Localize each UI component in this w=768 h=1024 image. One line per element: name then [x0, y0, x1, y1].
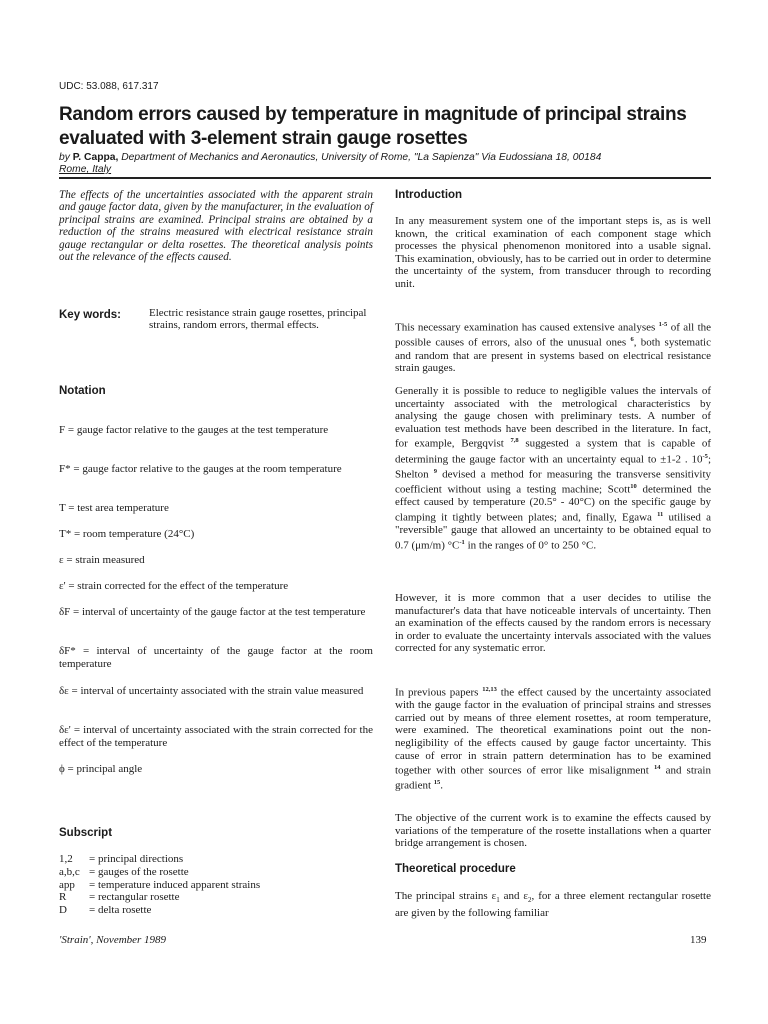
citation-ref: 9: [433, 467, 437, 475]
keywords-label: Key words:: [59, 309, 121, 321]
byline-by: by: [59, 152, 70, 163]
notation-heading: Notation: [59, 385, 106, 397]
citation-ref: 1-5: [658, 321, 668, 328]
subscript-symbol: R: [59, 891, 67, 904]
exponent: -1: [459, 538, 465, 546]
intro-paragraph-2: This necessary examination has caused extensive analyses $^{1-5}$ of all the possible causes of errors, also of the unusual ones $^6$, both systematic and random that are present in systems based on electrical resistance strain gauges.: [395, 321, 712, 375]
paper-title: [59, 103, 719, 151]
intro-paragraph-6: The objective of the current work is to examine the effects caused by variations of the temperature of the rosette installations when a quarter bridge arrangement is chosen.: [395, 812, 711, 850]
subscript-heading: Subscript: [59, 827, 113, 839]
subscript-row: [59, 879, 260, 892]
title-line-2: evaluated with 3-element strain gauge rosettes: [59, 128, 468, 149]
abstract: The effects of the uncertainties associated with the apparent strain and gauge factor data, given by the manufacturer, in the evaluation of principal strains are examined. Principal strains are obtained by a reduction of the strains measured with electrical resistance strain gauge rectangular or delta rosettes. The theoretical analysis points out the relevance of the effects caused.: [59, 189, 373, 264]
page-number: 139: [690, 934, 707, 946]
title-line-1: Random errors caused by temperature in magnitude of principal strains: [59, 104, 687, 125]
exponent: -5: [702, 452, 708, 460]
citation-ref: 14: [653, 764, 661, 772]
citation-ref: 12,13: [482, 686, 497, 693]
subscript-symbol: 1,2: [59, 853, 73, 865]
citation-ref: 10: [630, 483, 637, 491]
keywords-text: Electric resistance strain gauge rosettes, principal strains, random errors, thermal effects.: [149, 307, 367, 332]
notation-item: ε = strain measured: [59, 554, 145, 566]
intro-paragraph-3: Generally it is possible to reduce to negligible values the intervals of uncertainty associated with the metrological characteristics by analysing the gauge chosen with preliminary tests. A number of evaluation test methods have been described in the literature. In fact, for example, Bergqvist $^{7,8}$ suggested a system that is capable of determining the gauge factor with an uncertainty equal to ±1-2 . $10^{-5}$; Shelton $^9$ devised a method for measuring the transverse sensitivity coefficient without using a testing machine; Scott$^{10}$ determined the effect caused by temperature (20.5° - 40°C) on the specific gauge by clamping it tightly between plates; and, finally, Egawa $^{11}$ utilised a "reversible" gauge that allowed an uncertainty to be obtained equal to 0.7 (μm/m) $^\circ C^{-1}$ in the ranges of 0° to 250 °C.: [395, 385, 712, 552]
notation-item: δε = interval of uncertainty associated with the strain value measured: [59, 685, 364, 697]
author-affiliation: Department of Mechanics and Aeronautics, University of Rome, "La Sapienza" Via Eudossiana 18, 00184: [121, 152, 602, 163]
notation-item: T* = room temperature (24°C): [59, 528, 195, 540]
notation-item: T = test area temperature: [59, 502, 169, 514]
subscript-meaning: = principal directions: [89, 853, 184, 865]
notation-item: δF* = interval of uncertainty of the gauge factor at the room temperature: [59, 645, 373, 670]
subscript-list: [59, 853, 260, 917]
subscript-meaning: = temperature induced apparent strains: [89, 878, 261, 891]
header-rule: [59, 177, 711, 179]
subscript-meaning: = rectangular rosette: [89, 891, 180, 904]
subscript-symbol: D: [59, 904, 67, 917]
footer-journal: 'Strain', November 1989: [59, 934, 167, 946]
subscript-symbol: app: [59, 878, 75, 891]
notation-item: δε' = interval of uncertainty associated with the strain corrected for the effect of the temperature: [59, 724, 373, 749]
citation-ref: 7,8: [510, 437, 519, 445]
intro-paragraph-5: In previous papers $^{12,13}$ the effect caused by the uncertainty associated with the gauge factor in the evaluation of principal strains and stresses carried out by means of three element rosettes, at room temperature, were examined. The theoretical examinations point out the non-negligibility of the effects caused by gauge factor uncertainty. This cause of error in strain pattern determination has to be examined together with other sources of error like misalignment $^{14}$ and strain gradient $^{15}$.: [395, 686, 711, 793]
subscript-row: [59, 866, 260, 879]
subscript-row: [59, 891, 260, 904]
citation-ref: 11: [657, 510, 664, 518]
subscript-row: [59, 853, 260, 866]
subscript-meaning: = gauges of the rosette: [89, 865, 189, 878]
subscript-symbol: a,b,c: [59, 865, 80, 878]
intro-paragraph-1: In any measurement system one of the important steps is, as is well known, the critical examination of each component stage which processes the physical phenomenon monitored into a usable signal. This examination, obviously, has to be carried out in order to determine the uncertainty of the system, from transducer through to recording unit.: [395, 215, 711, 290]
introduction-heading: Introduction: [395, 189, 463, 201]
citation-ref: 15: [433, 779, 441, 787]
udc-code: UDC: 53.088, 617.317: [59, 81, 159, 92]
notation-item: ε' = strain corrected for the effect of the temperature: [59, 580, 289, 592]
byline: [59, 152, 721, 176]
author-name: P. Cappa,: [72, 152, 119, 163]
intro-paragraph-4: However, it is more common that a user decides to utilise the manufacturer's data that have noticeable intervals of uncertainty. Then an examination of the effects caused by the random errors is necessary in order to evaluate the uncertainty intervals associated with the values corrected for any systematic error.: [395, 592, 711, 655]
subscript-meaning: = delta rosette: [89, 904, 152, 917]
notation-item: F* = gauge factor relative to the gauges at the room temperature: [59, 463, 342, 475]
notation-item: F = gauge factor relative to the gauges at the test temperature: [59, 424, 329, 436]
theory-paragraph-1: The principal strains $\varepsilon_1$ and $\varepsilon_2$, for a three element rectangular rosette are given by the following familiar: [395, 890, 711, 919]
subscript-row: [59, 904, 260, 917]
author-location: Rome, Italy: [59, 164, 112, 175]
notation-item: δF = interval of uncertainty of the gauge factor at the test temperature: [59, 606, 366, 618]
theory-heading: Theoretical procedure: [395, 863, 516, 875]
citation-ref: 6: [630, 336, 634, 344]
notation-item: ϕ = principal angle: [59, 763, 143, 775]
